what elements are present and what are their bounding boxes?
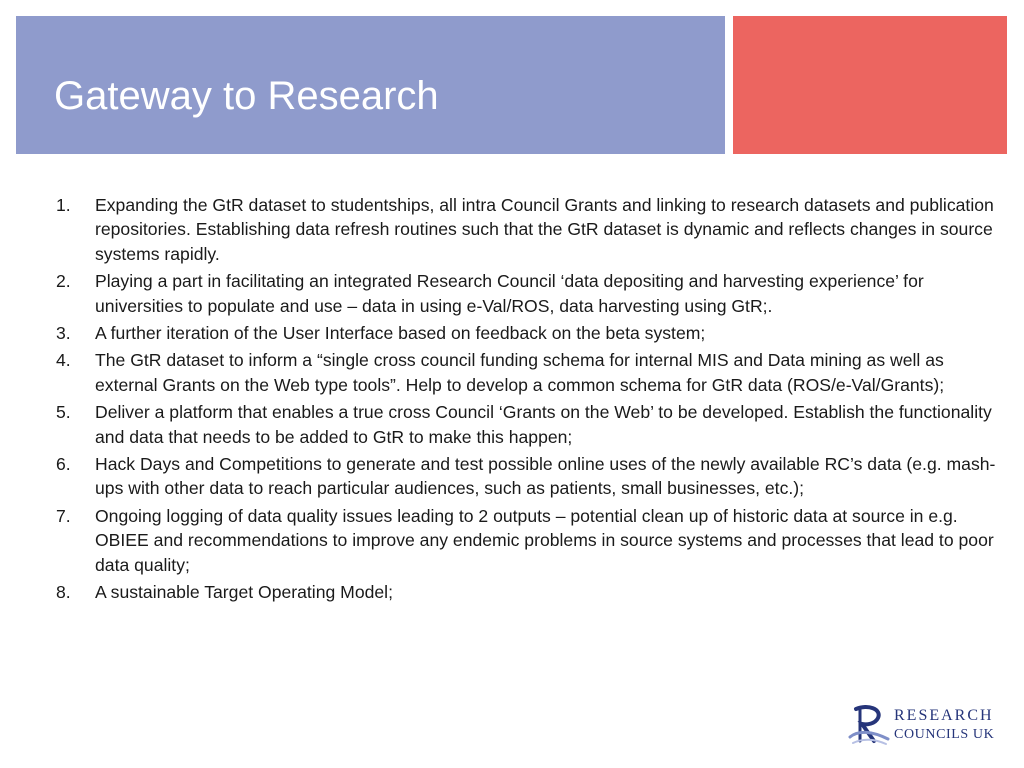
agenda-item-number: 5. xyxy=(56,402,71,423)
agenda-item-number: 6. xyxy=(56,454,71,475)
slide-title: Gateway to Research xyxy=(54,74,439,118)
logo-line-research: RESEARCH xyxy=(894,707,994,724)
research-councils-swoosh-icon xyxy=(848,703,890,747)
agenda-item xyxy=(56,400,996,449)
agenda-item xyxy=(56,269,996,318)
agenda-item-number: 7. xyxy=(56,505,71,526)
agenda-list xyxy=(56,193,996,608)
agenda-item-text: Ongoing logging of data quality issues leading to 2 outputs – potential clean up of historic data at source in e.g. OBIEE and recommendations to improve any endemic problems in source systems and processes that lead to poor data quality; xyxy=(95,505,994,575)
agenda-item-text: The GtR dataset to inform a “single cross council funding schema for internal MIS and Data mining as well as external Grants on the Web type tools”. Help to develop a common schema for GtR data (ROS/e-Val/Grants); xyxy=(95,350,945,395)
agenda-item-number: 8. xyxy=(56,582,71,603)
agenda-item-number: 4. xyxy=(56,350,71,371)
agenda-item-number: 2. xyxy=(56,271,71,292)
logo-line-councils-uk: COUNCILS UK xyxy=(894,727,995,742)
agenda-item xyxy=(56,321,996,345)
agenda-item-text: Expanding the GtR dataset to studentships, all intra Council Grants and linking to research datasets and publication repositories. Establishing data refresh routines such that the GtR dataset is dynamic and reflects changes in source systems rapidly. xyxy=(95,195,994,264)
agenda-item-text: A sustainable Target Operating Model; xyxy=(95,582,393,603)
research-councils-uk-logo xyxy=(848,703,1000,747)
header-accent-block xyxy=(733,16,1007,154)
agenda-item xyxy=(56,193,996,266)
agenda-item xyxy=(56,348,996,397)
agenda-item xyxy=(56,580,996,604)
agenda-item-text: Hack Days and Competitions to generate and test possible online uses of the newly available RC’s data (e.g. mash-ups with other data to reach particular audiences, such as patients, small businesses, etc.); xyxy=(95,454,996,499)
agenda-item xyxy=(56,452,996,501)
agenda-item-text: Deliver a platform that enables a true cross Council ‘Grants on the Web’ to be developed. Establish the functionality and data that needs to be added to GtR to make this happen; xyxy=(95,402,992,447)
agenda-item-number: 1. xyxy=(56,195,71,215)
agenda-item-text: Playing a part in facilitating an integrated Research Council ‘data depositing and harvesting experience’ for universities to populate and use – data in using e-Val/ROS, data harvesting using GtR;. xyxy=(95,271,924,316)
agenda-item-number: 3. xyxy=(56,323,71,344)
agenda-item xyxy=(56,504,996,577)
agenda-item-text: A further iteration of the User Interface based on feedback on the beta system; xyxy=(95,323,706,344)
